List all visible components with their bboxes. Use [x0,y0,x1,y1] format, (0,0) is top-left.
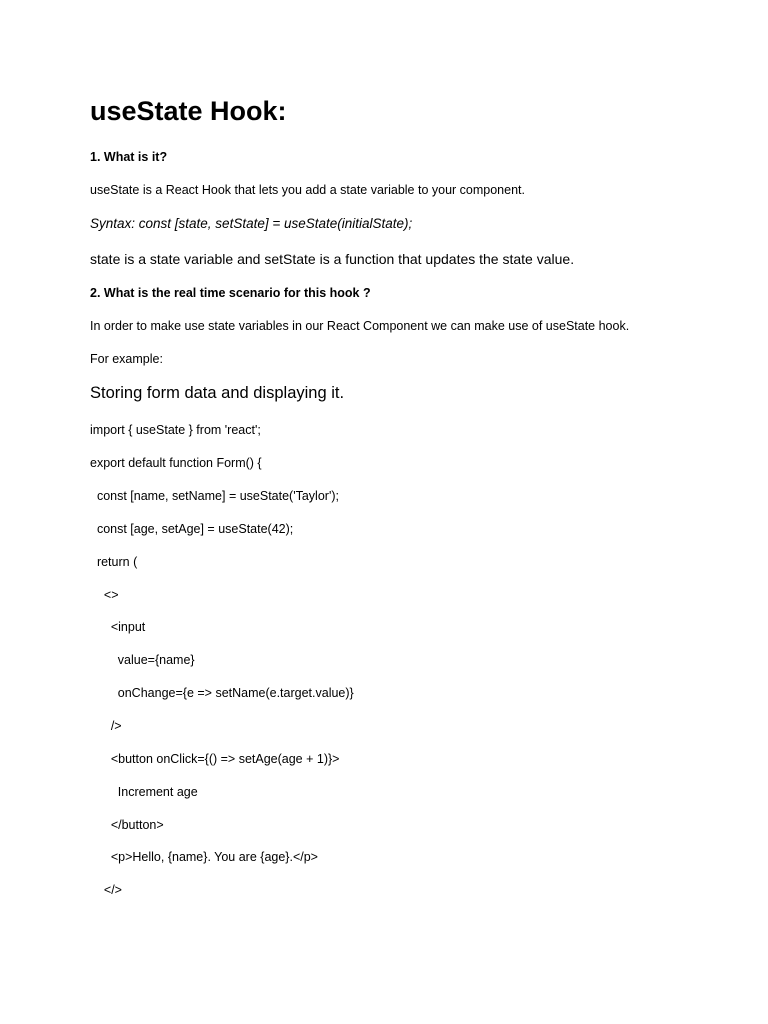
code-line: export default function Form() { [90,456,262,470]
code-line: </button> [90,818,164,832]
code-line: <p>Hello, {name}. You are {age}.</p> [90,850,318,864]
question-1-description: useState is a React Hook that lets you add a state variable to your component. [90,183,525,197]
code-line: const [age, setAge] = useState(42); [90,522,294,536]
code-line: Increment age [90,785,198,799]
code-line: </> [90,883,122,897]
code-line: <> [90,588,119,602]
example-title: Storing form data and displaying it. [90,384,345,402]
code-line: <button onClick={() => setAge(age + 1)}> [90,752,340,766]
code-line: value={name} [90,653,195,667]
example-label: For example: [90,352,163,366]
code-line: return ( [90,555,138,569]
code-line: /> [90,719,122,733]
question-2-heading: 2. What is the real time scenario for this hook ? [90,286,371,300]
state-description: state is a state variable and setState is a function that updates the state value. [90,251,575,267]
code-line: onChange={e => setName(e.target.value)} [90,686,354,700]
question-2-description: In order to make use state variables in our React Component we can make use of useState hook. [90,319,630,333]
page-title: useState Hook: [90,96,287,126]
question-1-heading: 1. What is it? [90,150,168,164]
code-line: import { useState } from 'react'; [90,423,261,437]
code-line: <input [90,620,146,634]
syntax-line: Syntax: const [state, setState] = useState(initialState); [90,216,413,231]
code-line: const [name, setName] = useState('Taylor'); [90,489,339,503]
